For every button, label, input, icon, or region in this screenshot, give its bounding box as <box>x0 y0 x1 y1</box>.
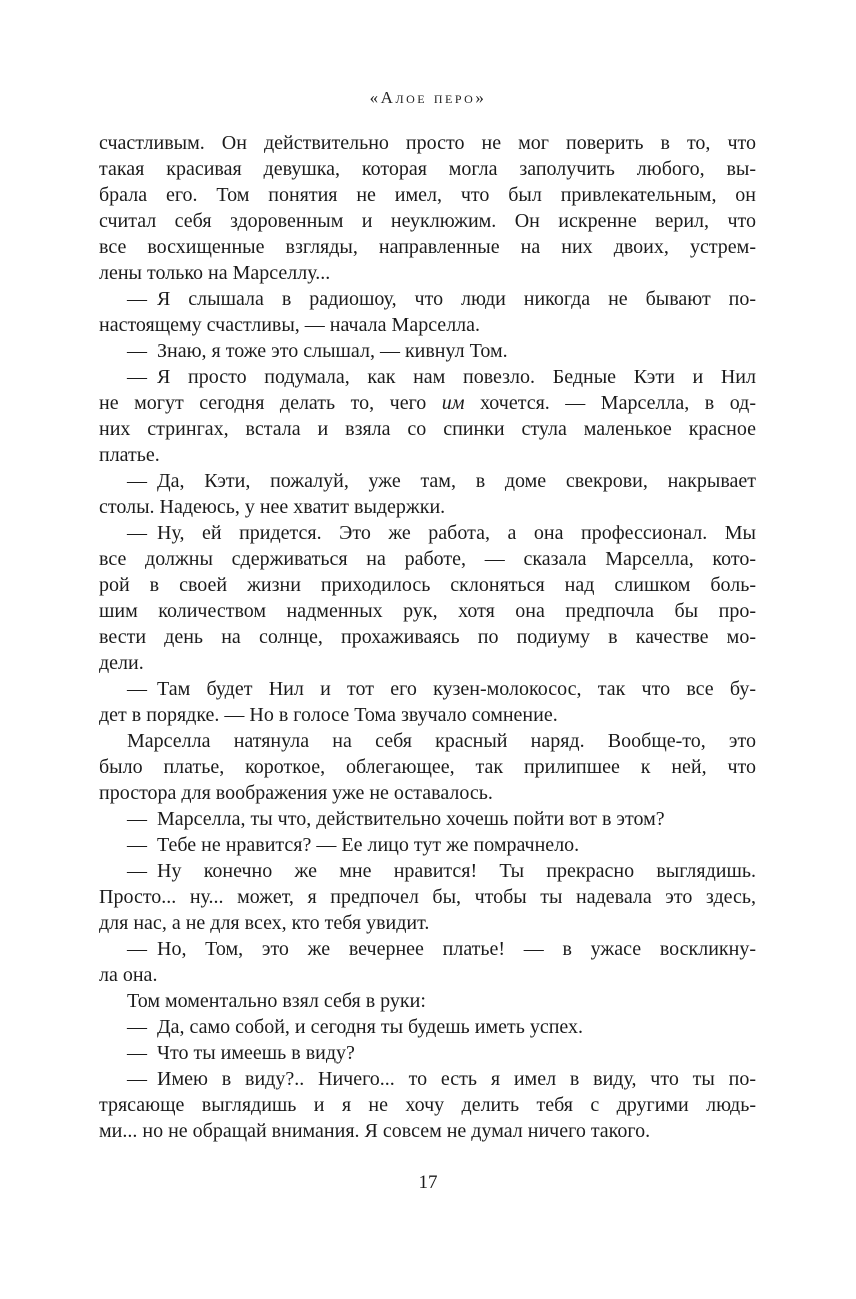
paragraph <box>99 988 756 1014</box>
text-line <box>99 468 756 494</box>
text-segment: — Я слышала в радиошоу, что люди никогда не бывают по- <box>127 288 756 310</box>
text-segment: не могут сегодня делать то, чего <box>99 392 442 414</box>
text-segment: платье. <box>99 444 160 466</box>
text-line <box>99 702 756 728</box>
text-line <box>99 1118 756 1144</box>
text-segment: считал себя здоровенным и неуклюжим. Он искренне верил, что <box>99 210 756 232</box>
text-line <box>99 676 756 702</box>
text-segment: хочется. — Марселла, в од- <box>464 392 756 414</box>
text-line <box>99 936 756 962</box>
text-line <box>99 234 756 260</box>
running-header: «Алое перо» <box>369 88 487 107</box>
text-segment: простора для воображения уже не оставалось. <box>99 782 493 804</box>
text-line <box>99 156 756 182</box>
text-segment: — Я просто подумала, как нам повезло. Бедные Кэти и Нил <box>127 366 756 388</box>
text-segment: — Ну, ей придется. Это же работа, а она профессионал. Мы <box>127 522 756 544</box>
paragraph <box>99 468 756 520</box>
text-segment: настоящему счастливы, — начала Марселла. <box>99 314 481 336</box>
text-segment: — Тебе не нравится? — Ее лицо тут же помрачнело. <box>127 834 580 856</box>
text-line <box>99 416 756 442</box>
text-line <box>99 312 756 338</box>
text-segment: дет в порядке. — Но в голосе Тома звучало сомнение. <box>99 704 558 726</box>
text-segment: лены только на Марселлу... <box>99 262 331 284</box>
text-line <box>99 1066 756 1092</box>
text-line <box>99 364 756 390</box>
text-segment: Просто... ну... может, я предпочел бы, чтобы ты надевала это здесь, <box>99 886 756 908</box>
paragraph <box>99 1040 756 1066</box>
text-segment: них стрингах, встала и взяла со спинки стула маленькое красное <box>99 418 756 440</box>
text-segment: — Что ты имеешь в виду? <box>127 1042 355 1064</box>
paragraph <box>99 676 756 728</box>
text-segment: Том моментально взял себя в руки: <box>127 990 426 1012</box>
text-segment: такая красивая девушка, которая могла заполучить любого, вы- <box>99 158 756 180</box>
text-line <box>99 780 756 806</box>
text-line <box>99 260 756 286</box>
text-segment: дели. <box>99 652 144 674</box>
text-segment: — Но, Том, это же вечернее платье! — в ужасе воскликну- <box>127 938 756 960</box>
text-line <box>99 520 756 546</box>
text-line <box>99 988 756 1014</box>
text-line <box>99 572 756 598</box>
paragraph <box>99 832 756 858</box>
text-segment: столы. Надеюсь, у нее хватит выдержки. <box>99 496 446 518</box>
text-segment: все восхищенные взгляды, направленные на них двоих, устрем- <box>99 236 756 258</box>
text-line <box>99 598 756 624</box>
text-segment: вести день на солнце, прохаживаясь по подиуму в качестве мо- <box>99 626 756 648</box>
text-segment: счастливым. Он действительно просто не мог поверить в то, что <box>99 132 756 154</box>
paragraph <box>99 728 756 806</box>
text-segment: — Имею в виду?.. Ничего... то есть я имел в виду, что ты по- <box>127 1068 756 1090</box>
text-line <box>99 338 756 364</box>
text-line <box>99 650 756 676</box>
text-line <box>99 1092 756 1118</box>
text-line <box>99 962 756 988</box>
text-segment: — Марселла, ты что, действительно хочешь пойти вот в этом? <box>127 808 665 830</box>
text-line <box>99 858 756 884</box>
text-line <box>99 910 756 936</box>
text-segment: — Да, Кэти, пожалуй, уже там, в доме свекрови, накрывает <box>127 470 756 492</box>
paragraph <box>99 130 756 286</box>
text-segment: рой в своей жизни приходилось склоняться над слишком боль- <box>99 574 756 596</box>
page-number: 17 <box>418 1172 438 1193</box>
text-line <box>99 624 756 650</box>
text-line <box>99 546 756 572</box>
text-line <box>99 728 756 754</box>
text-line <box>99 208 756 234</box>
text-line <box>99 442 756 468</box>
text-segment: все должны сдерживаться на работе, — сказала Марселла, кото- <box>99 548 756 570</box>
paragraph <box>99 1014 756 1040</box>
paragraph <box>99 286 756 338</box>
paragraph <box>99 858 756 936</box>
text-line <box>99 754 756 780</box>
text-segment: брала его. Том понятия не имел, что был привлекательным, он <box>99 184 756 206</box>
text-segment: Марселла натянула на себя красный наряд. Вообще-то, это <box>127 730 756 752</box>
text-segment: ми... но не обращай внимания. Я совсем не думал ничего такого. <box>99 1120 651 1142</box>
text-segment: было платье, короткое, облегающее, так прилипшее к ней, что <box>99 756 756 778</box>
paragraph <box>99 520 756 676</box>
text-line <box>99 832 756 858</box>
text-line <box>99 806 756 832</box>
paragraph <box>99 1066 756 1144</box>
text-segment: ла она. <box>99 964 158 986</box>
italic-text-segment: им <box>441 392 465 414</box>
text-line <box>99 286 756 312</box>
text-line <box>99 182 756 208</box>
text-line <box>99 1040 756 1066</box>
text-line <box>99 390 756 416</box>
text-line <box>99 494 756 520</box>
text-segment: шим количеством надменных рук, хотя она предпочла бы про- <box>99 600 756 622</box>
text-line <box>99 130 756 156</box>
text-segment: — Ну конечно же мне нравится! Ты прекрасно выглядишь. <box>127 860 756 882</box>
paragraph <box>99 338 756 364</box>
text-segment: трясающе выглядишь и я не хочу делить тебя с другими людь- <box>99 1094 756 1116</box>
paragraph <box>99 364 756 468</box>
text-line <box>99 1014 756 1040</box>
text-segment: — Знаю, я тоже это слышал, — кивнул Том. <box>127 340 508 362</box>
text-segment: — Да, само собой, и сегодня ты будешь иметь успех. <box>127 1016 584 1038</box>
paragraph <box>99 806 756 832</box>
paragraph <box>99 936 756 988</box>
text-block <box>99 130 756 1144</box>
text-line <box>99 884 756 910</box>
text-segment: — Там будет Нил и тот его кузен-молокосос, так что все бу- <box>127 678 756 700</box>
text-segment: для нас, а не для всех, кто тебя увидит. <box>99 912 430 934</box>
